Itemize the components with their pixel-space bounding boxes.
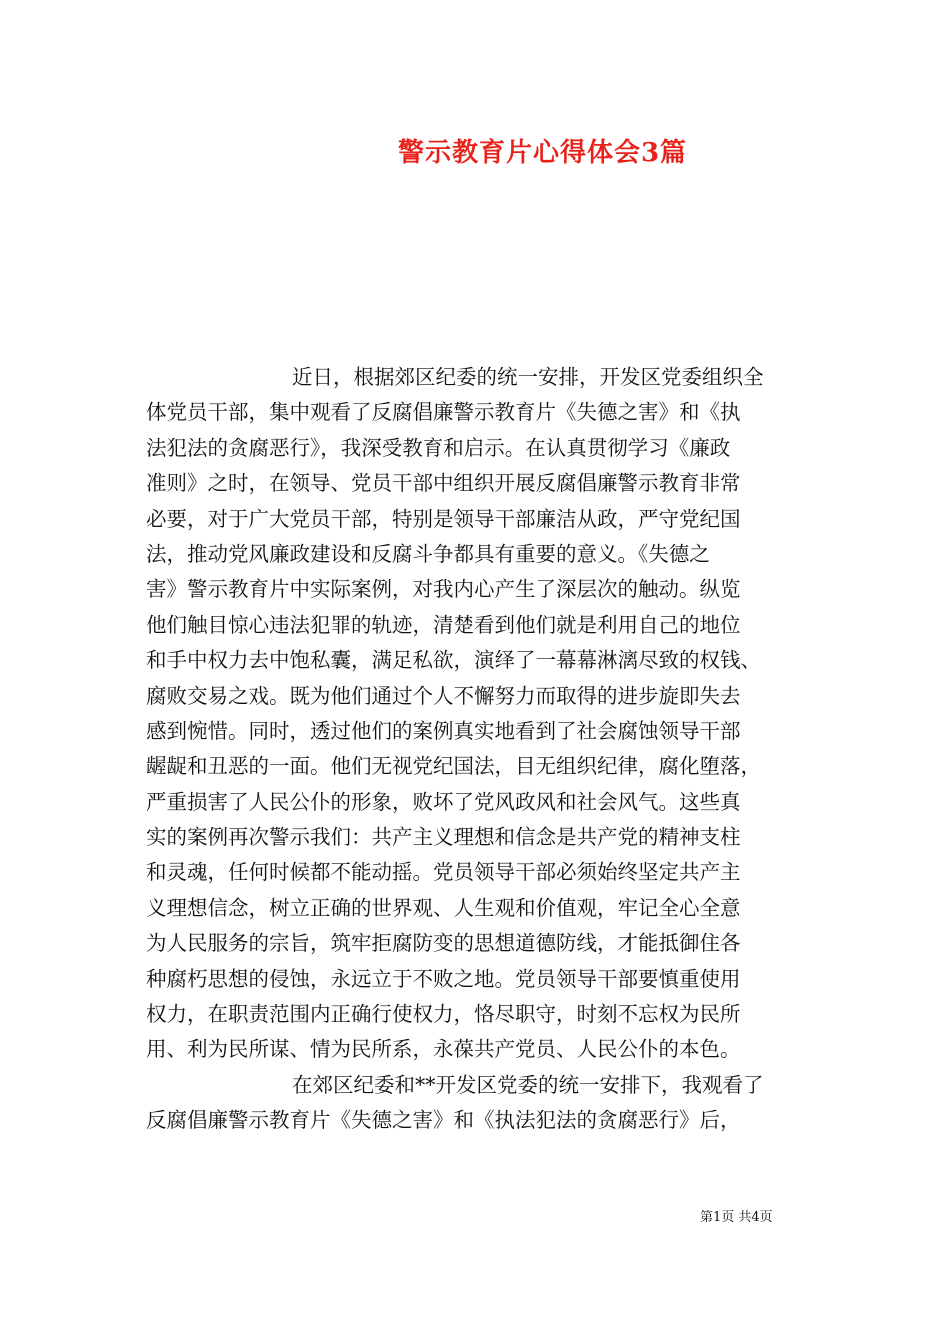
- text-line: 近日，根据郊区纪委的统一安排，开发区党委组织全: [292, 365, 764, 389]
- text-line: 龌龊和丑恶的一面。他们无视党纪国法，目无组织纪律，腐化堕落，: [146, 754, 761, 779]
- text-line: 反腐倡廉警示教育片《失德之害》和《执法犯法的贪腐恶行》后，: [146, 1108, 741, 1133]
- text-line: 和灵魂，任何时候都不能动摇。党员领导干部必须始终坚定共产主: [146, 860, 741, 885]
- text-line: 准则》之时，在领导、党员干部中组织开展反腐倡廉警示教育非常: [146, 471, 741, 496]
- text-line: 权力，在职责范围内正确行使权力，恪尽职守，时刻不忘权为民所: [146, 1002, 741, 1027]
- text-line: 法犯法的贪腐恶行》，我深受教育和启示。在认真贯彻学习《廉政: [146, 435, 731, 460]
- text-line: 种腐朽思想的侵蚀，永远立于不败之地。党员领导干部要慎重使用: [146, 966, 741, 991]
- body-text: [146, 360, 826, 1139]
- text-line: 体党员干部，集中观看了反腐倡廉警示教育片《失德之害》和《执: [146, 400, 741, 425]
- paragraph-2: [146, 1068, 826, 1139]
- page-footer: 第1页 共4页: [700, 1210, 773, 1225]
- text-line: 义理想信念，树立正确的世界观、人生观和价值观，牢记全心全意: [146, 895, 741, 920]
- text-line: 用、利为民所谋、情为民所系，永葆共产党员、人民公仆的本色。: [146, 1037, 741, 1062]
- text-line: 害》警示教育片中实际案例，对我内心产生了深层次的触动。纵览: [146, 577, 741, 602]
- text-line: 腐败交易之戏。既为他们通过个人不懈努力而取得的进步旋即失去: [146, 683, 741, 708]
- text-line: 必要，对于广大党员干部，特别是领导干部廉洁从政，严守党纪国: [146, 506, 741, 531]
- text-line: 在郊区纪委和**开发区党委的统一安排下，我观看了: [292, 1072, 764, 1097]
- text-line: 感到惋惜。同时，透过他们的案例真实地看到了社会腐蚀领导干部: [146, 718, 741, 743]
- page-title: 警示教育片心得体会3篇: [397, 138, 688, 168]
- text-line: 法，推动党风廉政建设和反腐斗争都具有重要的意义。《失德之: [146, 541, 710, 566]
- text-line: 他们触目惊心违法犯罪的轨迹，清楚看到他们就是利用自己的地位: [146, 612, 741, 637]
- paragraph-1: [146, 360, 826, 1068]
- text-line: 为人民服务的宗旨，筑牢拒腐防变的思想道德防线，才能抵御住各: [146, 931, 741, 956]
- text-line: 严重损害了人民公仆的形象，败坏了党风政风和社会风气。这些真: [146, 789, 741, 814]
- text-line: 和手中权力去中饱私囊，满足私欲，演绎了一幕幕淋漓尽致的权钱、: [146, 648, 761, 673]
- text-line: 实的案例再次警示我们：共产主义理想和信念是共产党的精神支柱: [146, 825, 741, 850]
